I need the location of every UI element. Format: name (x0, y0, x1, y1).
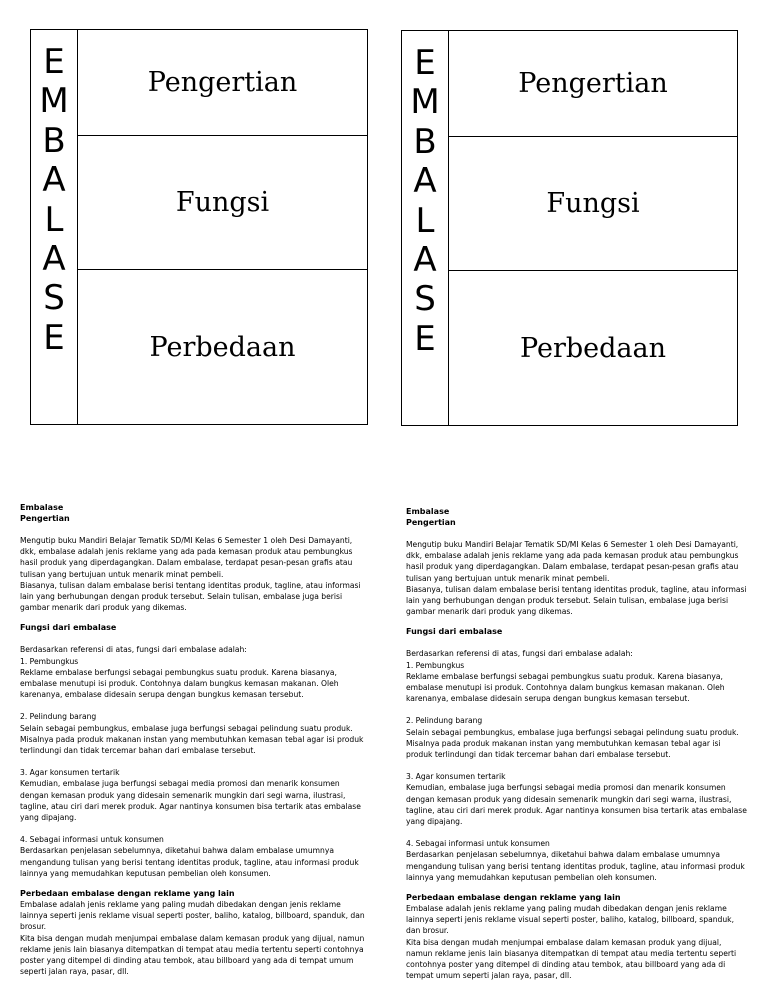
doc-title: Embalase (406, 507, 450, 516)
letter: M (39, 81, 69, 122)
fungsi-1-title: 1. Pembungkus (406, 660, 465, 670)
letter: A (42, 160, 66, 201)
letter: L (415, 200, 435, 241)
document-column-left (20, 502, 366, 978)
box-pengertian: Pengertian (518, 68, 668, 99)
letter: L (44, 199, 64, 240)
letter: A (42, 238, 66, 279)
letter: S (414, 279, 436, 320)
topic-boxes (78, 29, 368, 425)
letter: E (43, 42, 65, 82)
letter: B (42, 120, 66, 161)
pengertian-paragraph-1: Mengutip buku Mandiri Belajar Tematik SD/MI Kelas 6 Semester 1 oleh Desi Damayanti, dkk, embalase adalah jenis reklame yang ada pada kemasan produk atau pembungkus hasil produk yang diperdagangkan. Dalam embalase, terdapat pesan-pesan grafis atau tulisan yang bertujuan untuk menarik minat pembeli. (406, 540, 739, 583)
pengertian-paragraph-2: Biasanya, tulisan dalam embalase berisi tentang identitas produk, tagline, atau informasi lain yang berhubungan dengan produk tersebut. Selain tulisan, embalase juga berisi gambar menarik dari produk yang dikemas. (20, 580, 361, 613)
perbedaan-paragraph-2: Kita bisa dengan mudah menjumpai embalase dalam kemasan produk yang dijual, namun reklame jenis lain biasanya ditempatkan di tempat atau media tertentu seperti contohnya poster yang ditempel di dinding atau tembok, atau billboard yang ada di tempat umum seperti jalan raya, pasar, dll. (20, 933, 365, 977)
vertical-letters (401, 30, 449, 426)
fungsi-intro: Berdasarkan referensi di atas, fungsi dari embalase adalah: (406, 649, 633, 659)
box-pengertian: Pengertian (147, 67, 298, 98)
fungsi-2-title: 2. Pelindung barang (20, 712, 97, 722)
doc-subtitle: Pengertian (406, 518, 456, 527)
letter: M (410, 82, 440, 123)
vertical-letters (30, 29, 78, 425)
fungsi-3-title: 3. Agar konsumen tertarik (406, 772, 506, 782)
box-perbedaan: Perbedaan (78, 269, 367, 424)
letter: B (413, 121, 437, 162)
letter: E (414, 318, 436, 359)
fungsi-3-title: 3. Agar konsumen tertarik (20, 768, 120, 778)
pengertian-paragraph-1: Mengutip buku Mandiri Belajar Tematik SD/MI Kelas 6 Semester 1 oleh Desi Damayanti, dkk, embalase adalah jenis reklame yang ada pada kemasan produk atau pembungkus hasil produk yang diperdagangkan. Dalam embalase, terdapat pesan-pesan grafis atau tulisan yang bertujuan untuk menarik minat pembeli. (20, 536, 353, 579)
pengertian-paragraph-2: Biasanya, tulisan dalam embalase berisi tentang identitas produk, tagline, atau informasi lain yang berhubungan dengan produk tersebut. Selain tulisan, embalase juga berisi gambar menarik dari produk yang dikemas. (406, 584, 747, 617)
topic-boxes (449, 30, 738, 426)
letter: E (43, 317, 65, 358)
fungsi-4-text: Berdasarkan penjelasan sebelumnya, diketahui bahwa dalam embalase umumnya mengandung tulisan yang berisi tentang identitas produk, tagline, atau informasi produk lainnya yang memudahkan keputusan pembelian oleh konsumen. (406, 850, 745, 882)
fungsi-heading: Fungsi dari embalase (20, 623, 117, 633)
fungsi-3-text: Kemudian, embalase juga berfungsi sebagai media promosi dan menarik konsumen dengan kemasan produk yang didesain semenarik mungkin dari segi warna, ilustrasi, tagline, atau ciri dari merek produk. Agar nantinya konsumen bisa tertarik atas embalase yang dipajang. (406, 783, 747, 827)
doc-subtitle: Pengertian (20, 514, 70, 523)
fungsi-intro: Berdasarkan referensi di atas, fungsi dari embalase adalah: (20, 645, 247, 655)
box-fungsi: Fungsi (449, 136, 737, 270)
letter: E (414, 43, 436, 83)
fungsi-4-title: 4. Sebagai informasi untuk konsumen (20, 835, 164, 845)
letter: S (43, 278, 65, 319)
fungsi-4-title: 4. Sebagai informasi untuk konsumen (406, 839, 550, 849)
perbedaan-paragraph-1: Embalase adalah jenis reklame yang paling mudah dibedakan dengan jenis reklame lainnya seperti jenis reklame visual seperti poster, baliho, katalog, billboard, spanduk, dan brosur. (20, 900, 365, 932)
doc-title: Embalase (20, 503, 64, 512)
document-column-right (406, 506, 749, 982)
fungsi-2-text: Selain sebagai pembungkus, embalase juga berfungsi sebagai pelindung suatu produk. Misalnya pada produk makanan instan yang membutuhkan kemasan tebal agar isi produk terlindungi dan tidak tercemar bahan dari embalase tersebut. (20, 723, 364, 756)
fungsi-heading: Fungsi dari embalase (406, 627, 503, 637)
perbedaan-paragraph-2: Kita bisa dengan mudah menjumpai embalase dalam kemasan produk yang dijual, namun reklame jenis lain biasanya ditempatkan di tempat atau media tertentu seperti contohnya poster yang ditempel di dinding atau tembok, atau billboard yang ada di tempat umum seperti jalan raya, pasar, dll. (406, 937, 737, 981)
perbedaan-heading: Perbedaan embalase dengan reklame yang lain (406, 893, 621, 903)
fungsi-3-text: Kemudian, embalase juga berfungsi sebagai media promosi dan menarik konsumen dengan kemasan produk yang didesain semenarik mungkin dari segi warna, ilustrasi, tagline, atau ciri dari merek produk. Agar nantinya konsumen bisa tertarik atas embalase yang dipajang. (20, 779, 361, 823)
box-perbedaan: Perbedaan (449, 270, 737, 425)
fungsi-1-text: Reklame embalase berfungsi sebagai pembungkus suatu produk. Karena biasanya, embalase menutupi isi produk. Contohnya dalam bungkus kemasan makanan. Oleh karenanya, embalase didesain serupa dengan bungkus kemasan tersebut. (20, 667, 339, 700)
perbedaan-paragraph-1: Embalase adalah jenis reklame yang paling mudah dibedakan dengan jenis reklame lainnya seperti jenis reklame visual seperti poster, baliho, katalog, billboard, spanduk, dan brosur. (406, 904, 734, 936)
fungsi-4-text: Berdasarkan penjelasan sebelumnya, diketahui bahwa dalam embalase umumnya mengandung tulisan yang berisi tentang identitas produk, tagline, atau informasi produk lainnya yang memudahkan keputusan pembelian oleh konsumen. (20, 846, 359, 878)
embalase-card-left (30, 29, 368, 425)
fungsi-1-text: Reklame embalase berfungsi sebagai pembungkus suatu produk. Karena biasanya, embalase menutupi isi produk. Contohnya dalam bungkus kemasan makanan. Oleh karenanya, embalase didesain serupa dengan bungkus kemasan tersebut. (406, 671, 725, 704)
letter: A (413, 239, 437, 280)
letter: A (413, 161, 437, 202)
embalase-card-right (401, 30, 738, 426)
box-fungsi: Fungsi (78, 135, 367, 269)
fungsi-2-title: 2. Pelindung barang (406, 716, 483, 726)
perbedaan-heading: Perbedaan embalase dengan reklame yang lain (20, 889, 235, 899)
fungsi-2-text: Selain sebagai pembungkus, embalase juga berfungsi sebagai pelindung suatu produk. Misalnya pada produk makanan instan yang membutuhkan kemasan tebal agar isi produk terlindungi dan tidak tercemar bahan dari embalase tersebut. (406, 727, 739, 760)
fungsi-1-title: 1. Pembungkus (20, 656, 79, 666)
